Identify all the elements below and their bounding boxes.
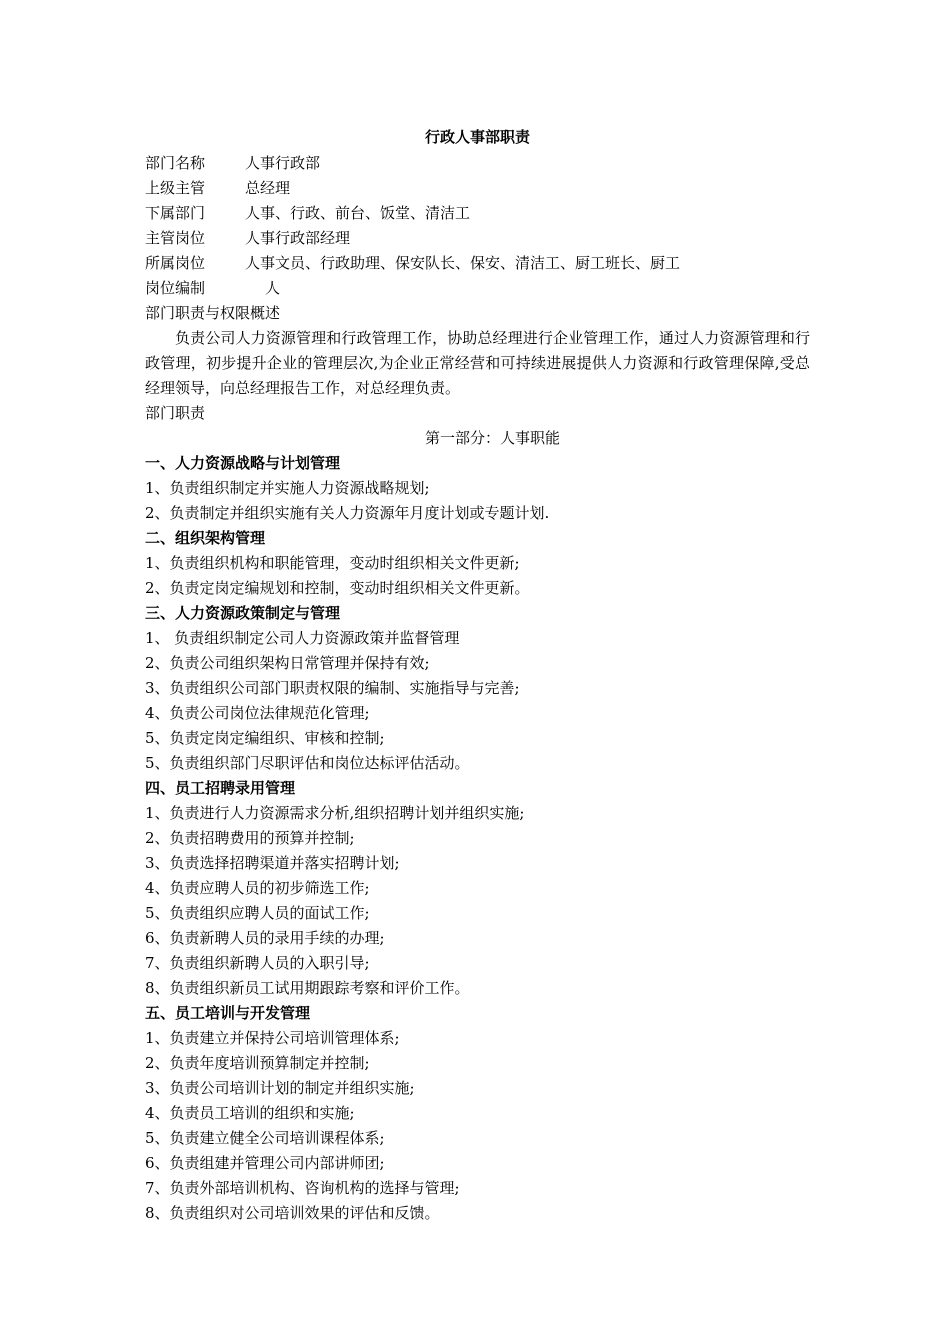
info-value: 人事文员、行政助理、保安队长、保安、清洁工、厨工班长、厨工 — [245, 254, 681, 272]
list-item: 5、负责定岗定编组织、审核和控制; — [145, 729, 385, 747]
list-item: 6、负责新聘人员的录用手续的办理; — [145, 929, 385, 947]
list-item: 1、负责进行人力资源需求分析,组织招聘计划并组织实施; — [145, 804, 525, 822]
section-strategy-planning — [145, 451, 810, 526]
section-org-structure — [145, 526, 810, 601]
part-title: 第一部分：人事职能 — [424, 429, 560, 447]
list-item: 8、负责组织对公司培训效果的评估和反馈。 — [145, 1204, 440, 1222]
document-title: 行政人事部职责 — [424, 128, 530, 146]
list-item: 7、负责外部培训机构、咨询机构的选择与管理; — [145, 1179, 460, 1197]
duties-heading: 部门职责 — [145, 404, 206, 422]
info-value: 人事、行政、前台、饭堂、清洁工 — [245, 204, 471, 222]
list-item: 3、负责组织公司部门职责权限的编制、实施指导与完善; — [145, 679, 520, 697]
section-title: 一、人力资源战略与计划管理 — [145, 454, 341, 472]
list-item: 4、负责应聘人员的初步筛选工作; — [145, 879, 370, 897]
info-value: 总经理 — [245, 179, 291, 197]
info-row-headcount — [145, 276, 810, 301]
list-item: 5、负责组织应聘人员的面试工作; — [145, 904, 370, 922]
info-value: 人事行政部 — [245, 154, 321, 172]
info-row-lead-position — [145, 226, 810, 251]
list-item: 2、负责制定并组织实施有关人力资源年月度计划或专题计划. — [145, 504, 550, 522]
list-item: 7、负责组织新聘人员的入职引导; — [145, 954, 370, 972]
department-info — [145, 151, 810, 301]
list-item: 4、负责员工培训的组织和实施; — [145, 1104, 355, 1122]
list-item: 2、负责招聘费用的预算并控制; — [145, 829, 355, 847]
overview-paragraph: 负责公司人力资源管理和行政管理工作，协助总经理进行企业管理工作，通过人力资源管理和行政管理，初步提升企业的管理层次,为企业正常经营和可持续进展提供人力资源和行政管理保障,受总经理领导，向总经理报告工作，对总经理负责。 — [145, 329, 810, 397]
section-title: 三、人力资源政策制定与管理 — [145, 604, 341, 622]
list-item: 5、负责建立健全公司培训课程体系; — [145, 1129, 385, 1147]
info-row-subordinate-units — [145, 201, 810, 226]
list-item: 2、负责年度培训预算制定并控制; — [145, 1054, 370, 1072]
list-item: 2、负责定岗定编规划和控制，变动时组织相关文件更新。 — [145, 579, 530, 597]
list-item: 3、负责选择招聘渠道并落实招聘计划; — [145, 854, 400, 872]
section-title: 五、员工培训与开发管理 — [145, 1004, 311, 1022]
overview-heading: 部门职责与权限概述 — [145, 304, 281, 322]
section-title: 二、组织架构管理 — [145, 529, 266, 547]
list-item: 1、负责建立并保持公司培训管理体系; — [145, 1029, 400, 1047]
list-item: 6、负责组建并管理公司内部讲师团; — [145, 1154, 385, 1172]
info-label: 部门名称 — [145, 154, 206, 172]
section-recruitment — [145, 776, 810, 1001]
info-value: 人事行政部经理 — [245, 229, 351, 247]
list-item: 5、负责组织部门尽职评估和岗位达标评估活动。 — [145, 754, 470, 772]
section-hr-policy — [145, 601, 810, 776]
list-item: 2、负责公司组织架构日常管理并保持有效; — [145, 654, 430, 672]
list-item: 4、负责公司岗位法律规范化管理; — [145, 704, 370, 722]
info-value: 人 — [265, 279, 281, 297]
info-row-positions — [145, 251, 810, 276]
list-item: 3、负责公司培训计划的制定并组织实施; — [145, 1079, 415, 1097]
section-title: 四、员工招聘录用管理 — [145, 779, 296, 797]
info-label: 主管岗位 — [145, 229, 206, 247]
info-row-department-name — [145, 151, 810, 176]
list-item: 1、负责组织机构和职能管理，变动时组织相关文件更新; — [145, 554, 520, 572]
info-label: 所属岗位 — [145, 254, 206, 272]
info-label: 上级主管 — [145, 179, 206, 197]
document-body — [145, 126, 810, 1226]
section-training — [145, 1001, 810, 1226]
info-label: 下属部门 — [145, 204, 206, 222]
info-row-supervisor — [145, 176, 810, 201]
info-label: 岗位编制 — [145, 279, 206, 297]
list-item: 8、负责组织新员工试用期跟踪考察和评价工作。 — [145, 979, 470, 997]
list-item: 1、 负责组织制定公司人力资源政策并监督管理 — [145, 629, 460, 647]
list-item: 1、负责组织制定并实施人力资源战略规划; — [145, 479, 430, 497]
